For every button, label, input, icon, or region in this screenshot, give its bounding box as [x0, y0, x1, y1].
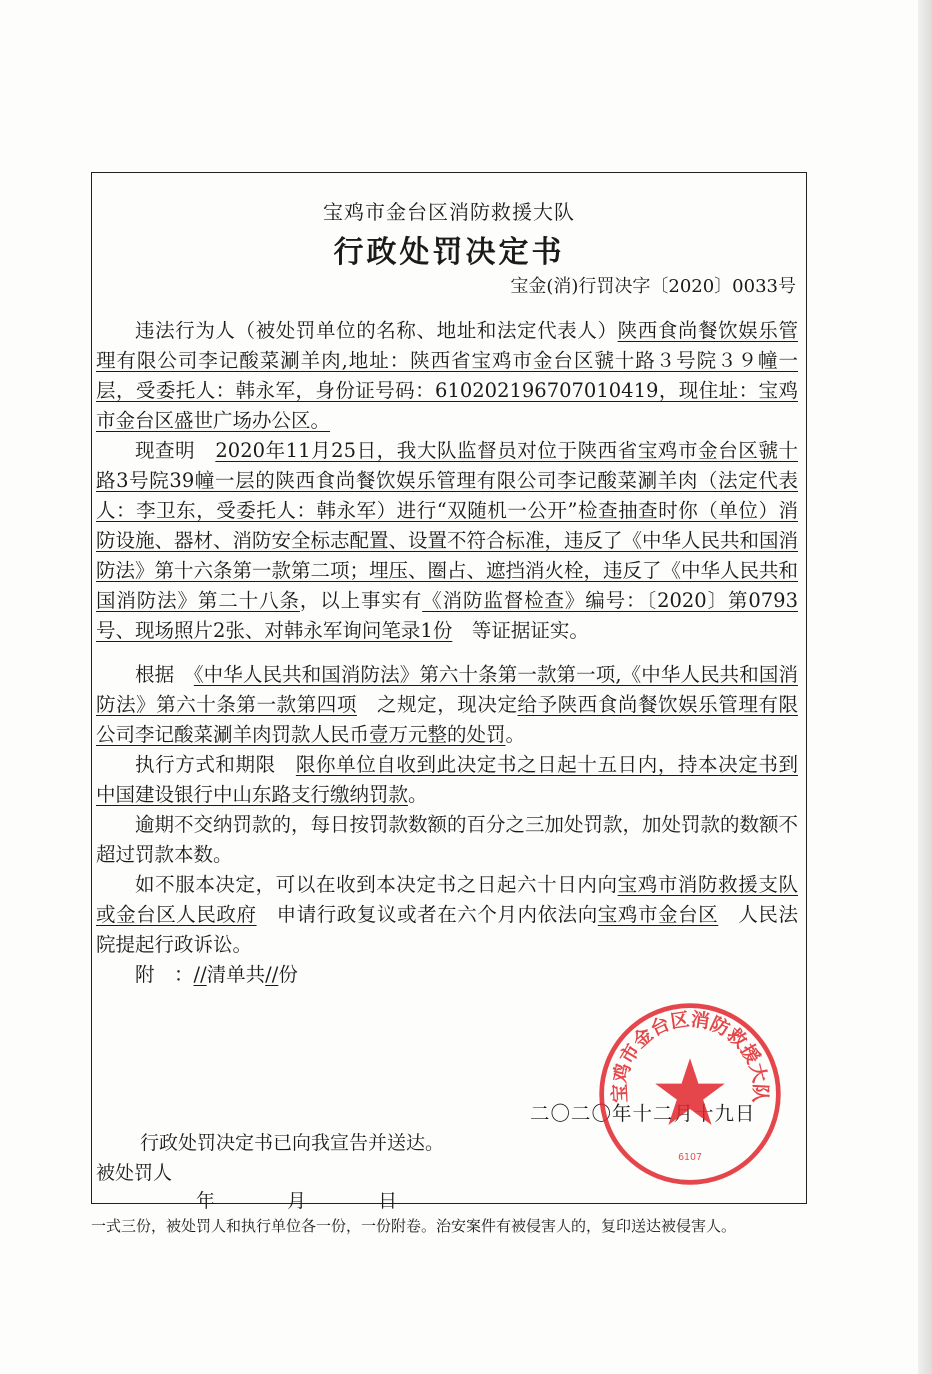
- execution-details: 限你单位自收到此决定书之日起十五日内，持本决定书到中国建设银行中山东路支行缴纳罚款: [96, 753, 798, 806]
- attachment-count-2: //: [265, 963, 279, 986]
- attachment-mid: 清单共: [206, 963, 266, 986]
- official-seal: [596, 1000, 784, 1188]
- appeal-text-e: 人民法院提起行政诉讼。: [96, 903, 798, 956]
- execution-label: 执行方式和期限: [135, 753, 276, 776]
- offender-paragraph: [96, 316, 798, 436]
- legal-basis: 《中华人民共和国消防法》第六十条第一款第一项,《中华人民共和国消防法》第六十条第一款第四项: [96, 663, 798, 716]
- receipt-day: 日: [378, 1190, 398, 1212]
- findings-connector: ，以上事实有: [299, 589, 423, 612]
- seal-number: 6107: [678, 1151, 702, 1163]
- findings-facts: 2020年11月25日，我大队监督员对位于陕西省宝鸡市金台区虢十路3号院39幢一层的陕西食尚餐饮娱乐管理有限公司李记酸菜涮羊肉（法定代表人：李卫东，受委托人：韩永军）进行“双随机一公开”检查抽查时你（单位）消防设施、器材、消防安全标志配置、设置不符合标准，违反了《中华人民共和国消防法》第十六条第一款第二项；埋压、圈占、遮挡消火栓，违反了《中华人民共和国消防法》第二十八条: [96, 439, 799, 612]
- seal-text: 宝鸡市金台区消防救援大队: [608, 1008, 772, 1104]
- appeal-text-a: 如不服本决定，可以在收到本决定书之日起六十日内向: [135, 873, 618, 896]
- seal-star-icon: [655, 1058, 725, 1125]
- overdue-paragraph: 逾期不交纳罚款的，每日按罚款数额的百分之三加处罚款，加处罚款的数额不超过罚款本数。: [96, 813, 799, 866]
- decision-connector: 之规定，现决定: [377, 693, 518, 716]
- offender-label: 违法行为人（被处罚单位的名称、地址和法定代表人）: [135, 319, 618, 342]
- findings-tail: 等证据证实。: [471, 619, 589, 642]
- findings-label: 现查明: [135, 439, 196, 462]
- execution-paragraph: [96, 750, 798, 810]
- decision-label: 根据: [135, 663, 175, 686]
- page-edge: [918, 0, 932, 1374]
- attachment-count-1: //: [193, 963, 207, 986]
- penalized-party-label: 被处罚人: [96, 1162, 173, 1184]
- appeal-text-c: 申请行政复议或者在六个月内依法向: [276, 903, 598, 926]
- receipt-date: [196, 1186, 433, 1213]
- appeal-paragraph: [96, 870, 798, 960]
- agency-name: 宝鸡市金台区消防救援大队: [323, 200, 575, 224]
- court-location: 宝鸡市金台区: [597, 903, 719, 926]
- document-title: 行政处罚决定书: [333, 235, 565, 270]
- attachment-label: 附 ：: [135, 963, 194, 986]
- attachment-unit: 份: [278, 963, 298, 986]
- document-number: 宝金(消)行罚决字〔2020〕0033号: [510, 276, 796, 297]
- execution-end: 。: [408, 783, 428, 806]
- findings-paragraph: [96, 436, 798, 646]
- decision-end: 。: [505, 723, 526, 746]
- penalty-decision: 给予陕西食尚餐饮娱乐管理有限公司李记酸菜涮羊肉罚款人民币壹万元整的处罚: [96, 693, 798, 746]
- footer-note: 一式三份，被处罚人和执行单位各一份，一份附卷。治安案件有被侵害人的，复印送达被侵害人。: [91, 1217, 737, 1235]
- findings-evidence: 《消防监督检查》编号：〔2020〕第0793号、现场照片2张、对韩永军询问笔录1份: [96, 589, 798, 642]
- receipt-year: 年: [196, 1190, 216, 1212]
- attachment-line: [96, 960, 798, 990]
- review-authority: 宝鸡市消防救援支队或金台区人民政府: [96, 873, 798, 926]
- issue-date: 二〇二〇年十二月十九日: [530, 1102, 756, 1125]
- acknowledgement-text: 行政处罚决定书已向我宣告并送达。: [140, 1132, 445, 1154]
- receipt-month: 月: [287, 1190, 307, 1212]
- decision-paragraph: [96, 660, 798, 750]
- offender-details: 陕西食尚餐饮娱乐管理有限公司李记酸菜涮羊肉,地址：陕西省宝鸡市金台区虢十路３号院３９幢一层，受委托人：韩永军，身份证号码：610202196707010419，现住址：宝鸡市金台区盛世广场办公区。: [96, 319, 798, 432]
- document-body: [96, 316, 798, 990]
